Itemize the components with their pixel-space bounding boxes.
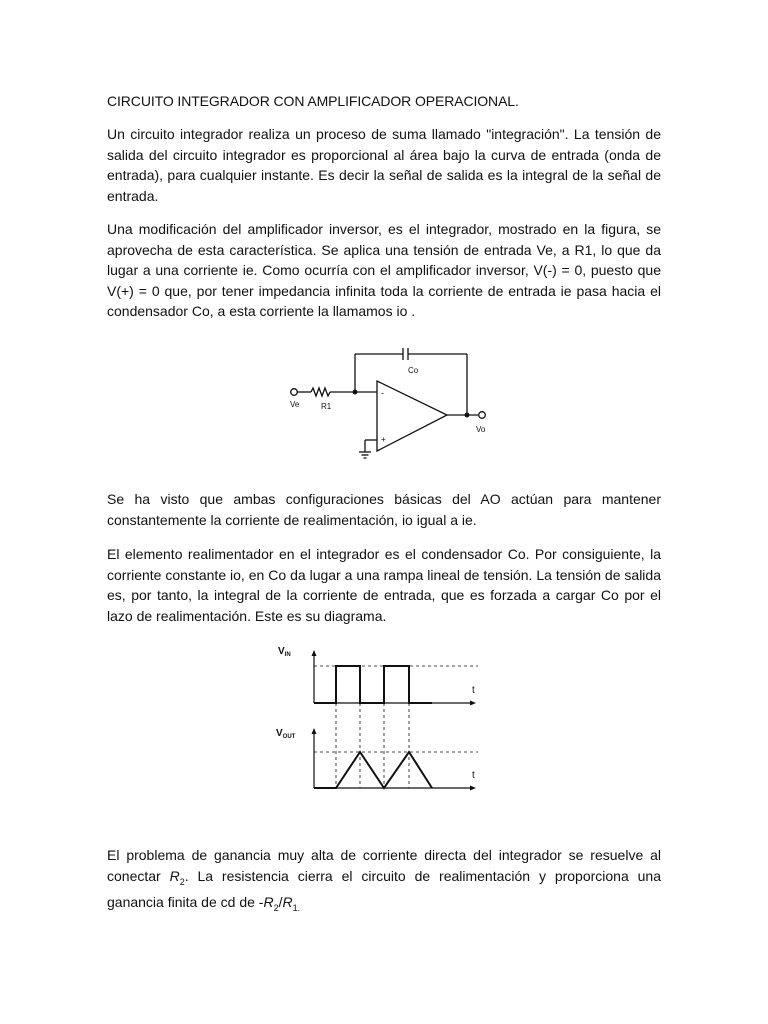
- input-label: Ve: [290, 400, 300, 409]
- inverting-input-label: -: [381, 388, 384, 398]
- capacitor-label: Co: [408, 366, 419, 375]
- resistor-r1: [311, 388, 330, 396]
- output-terminal: [479, 412, 486, 419]
- input-terminal: [291, 389, 298, 396]
- paragraph-intro: Un circuito integrador realiza un proceso de suma llamado "integración". La tensión de salida del circuito integrador es proporcional al área bajo la curva de entrada (onda de entrada), para cualquier instante. Es decir la señal de salida es la integral de la señal de entrada.: [107, 126, 661, 204]
- vout-label: $V_{OUT}$: [276, 728, 296, 740]
- ratio-slash: /: [278, 893, 283, 910]
- vout-triangle-wave: [314, 752, 432, 788]
- r1-symbol: R: [282, 893, 293, 910]
- op-amp-triangle: [377, 381, 447, 451]
- paragraph-dc-gain: [107, 845, 661, 918]
- gain-text-2: . La resistencia cierra el circuito de realimentación y proporciona una ganancia finita de cd de -: [107, 867, 661, 910]
- r2-symbol: R: [169, 867, 180, 884]
- output-node: [465, 413, 469, 417]
- gain-text-1: El problema de ganancia muy alta de corriente directa del integrador se resuelve al conectar: [107, 847, 661, 884]
- paragraph-configurations: Se ha visto que ambas configuraciones básicas del AO actúan para mantener constantemente la corriente de realimentación, io igual a ie.: [107, 491, 661, 528]
- time-label-top: t: [472, 685, 475, 696]
- paragraph-modification: Una modificación del amplificador inversor, es el integrador, mostrado en la figura, se aprovecha de esta característica. Se aplica una tensión de entrada Ve, a R1, lo que da lugar a una corriente ie. Como ocurría con el amplificador inversor, V(-) = 0, puesto que V(+) = 0 que, por tener impedancia infinita toda la corriente de entrada ie pasa hacia el condensador Co, a esta corriente la llamamos io .: [107, 221, 661, 319]
- document-title: CIRCUITO INTEGRADOR CON AMPLIFICADOR OPERACIONAL.: [107, 93, 519, 109]
- paragraph-feedback-element: El elemento realimentador en el integrador es el condensador Co. Por consiguiente, la corriente constante io, en Co da lugar a una rampa lineal de tensión. La tensión de salida es, por tanto, la integral de la corriente de entrada, que es forzada a cargar Co por el lazo de realimentación. Este es su diagrama.: [107, 546, 661, 624]
- output-label: Vo: [476, 425, 486, 434]
- vin-square-wave: [314, 666, 432, 703]
- time-label-bottom: t: [472, 770, 475, 781]
- noninverting-input-label: +: [381, 435, 386, 444]
- resistor-label: R1: [321, 402, 332, 411]
- waveform-diagram: [272, 640, 487, 800]
- vin-label: $V_{IN}$: [278, 646, 291, 658]
- integrator-circuit-diagram: [285, 343, 495, 471]
- r2-subscript-ratio: 2: [273, 902, 279, 913]
- r2-subscript: 2: [179, 876, 185, 887]
- r1-subscript: 1.: [292, 902, 301, 913]
- r2-symbol-ratio: R: [263, 893, 274, 910]
